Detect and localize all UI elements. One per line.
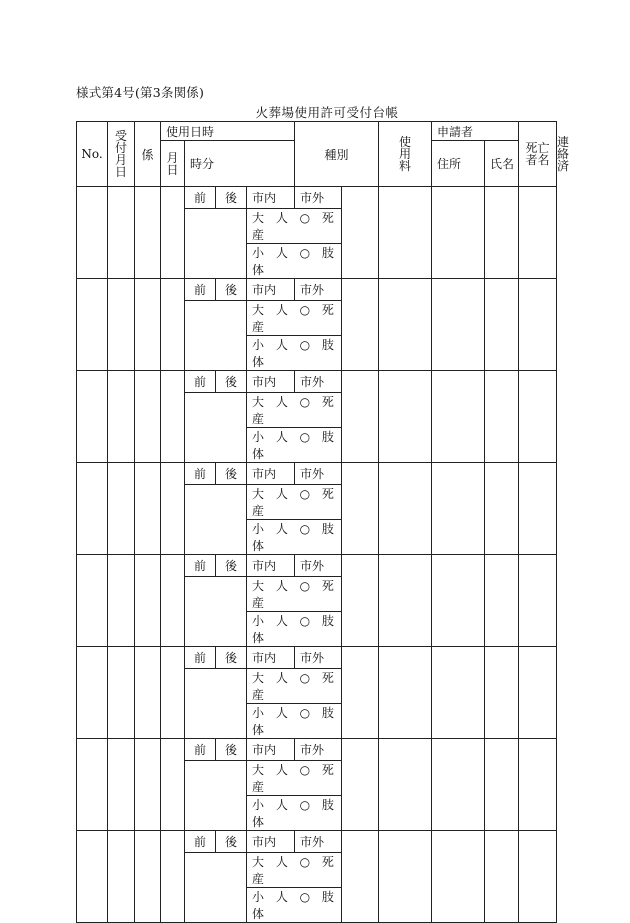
form-number: 様式第4号(第3条関係) <box>76 85 205 100</box>
cell-renrakuzumi[interactable] <box>519 279 557 371</box>
cell-jifun[interactable] <box>185 669 247 739</box>
adult-stillbirth-line[interactable]: 大 人 ○ 死 産 <box>247 301 342 336</box>
cell-shiyoryo[interactable] <box>342 831 379 923</box>
cell-tsukihi[interactable] <box>161 739 185 831</box>
document-title: 火葬場使用許可受付台帳 <box>255 105 399 120</box>
cell-shimei[interactable] <box>432 647 485 739</box>
shinai-option[interactable]: 市内 <box>247 647 295 669</box>
cell-uketsuke[interactable] <box>108 279 135 371</box>
adult-stillbirth-line[interactable]: 大 人 ○ 死 産 <box>247 393 342 428</box>
cell-tsukihi[interactable] <box>161 463 185 555</box>
shinai-option[interactable]: 市内 <box>247 187 295 209</box>
child-limb-line[interactable]: 小 人 ○ 肢 体 <box>247 428 342 463</box>
entry-block <box>77 371 557 393</box>
ato-mark[interactable]: 後 <box>216 831 247 853</box>
header-shibosha: 死亡 者名 <box>519 122 557 187</box>
ato-mark[interactable]: 後 <box>216 463 247 485</box>
cell-shiyoryo[interactable] <box>342 279 379 371</box>
ato-mark[interactable]: 後 <box>216 647 247 669</box>
cell-renrakuzumi[interactable] <box>519 371 557 463</box>
cell-uketsuke[interactable] <box>108 555 135 647</box>
adult-stillbirth-line[interactable]: 大 人 ○ 死 産 <box>247 853 342 888</box>
ledger-body <box>77 187 557 923</box>
entry-block <box>77 555 557 577</box>
cell-renrakuzumi[interactable] <box>519 647 557 739</box>
cell-jusho[interactable] <box>379 831 432 923</box>
header-shubetsu: 種別 <box>295 122 379 187</box>
cell-no[interactable] <box>77 555 108 647</box>
adult-stillbirth-line[interactable]: 大 人 ○ 死 産 <box>247 761 342 796</box>
cell-shibosha[interactable] <box>485 647 519 739</box>
cell-uketsuke[interactable] <box>108 739 135 831</box>
cell-jifun[interactable] <box>185 761 247 831</box>
entry-block <box>77 739 557 761</box>
cell-kakari[interactable] <box>135 831 161 923</box>
cell-uketsuke[interactable] <box>108 187 135 279</box>
child-limb-line[interactable]: 小 人 ○ 肢 体 <box>247 244 342 279</box>
cell-no[interactable] <box>77 371 108 463</box>
cell-shimei[interactable] <box>432 371 485 463</box>
shigai-option[interactable]: 市外 <box>295 739 342 761</box>
cell-kakari[interactable] <box>135 647 161 739</box>
mae-mark[interactable]: 前 <box>185 831 216 853</box>
header-tsukihi: 月 日 <box>161 141 185 187</box>
cell-jusho[interactable] <box>379 647 432 739</box>
cell-shiyoryo[interactable] <box>342 371 379 463</box>
cell-shimei[interactable] <box>432 463 485 555</box>
child-limb-line[interactable]: 小 人 ○ 肢 体 <box>247 520 342 555</box>
adult-stillbirth-line[interactable]: 大 人 ○ 死 産 <box>247 485 342 520</box>
header-jusho: 住所 <box>432 141 485 187</box>
ato-mark[interactable]: 後 <box>216 187 247 209</box>
cell-shibosha[interactable] <box>485 555 519 647</box>
cell-jusho[interactable] <box>379 555 432 647</box>
shigai-option[interactable]: 市外 <box>295 187 342 209</box>
entry-block <box>77 187 557 209</box>
shigai-option[interactable]: 市外 <box>295 371 342 393</box>
shigai-option[interactable]: 市外 <box>295 463 342 485</box>
cell-jusho[interactable] <box>379 279 432 371</box>
adult-stillbirth-line[interactable]: 大 人 ○ 死 産 <box>247 669 342 704</box>
cell-shimei[interactable] <box>432 739 485 831</box>
cell-uketsuke[interactable] <box>108 463 135 555</box>
ato-mark[interactable]: 後 <box>216 555 247 577</box>
cell-shimei[interactable] <box>432 279 485 371</box>
cell-no[interactable] <box>77 831 108 923</box>
entry-block <box>77 463 557 485</box>
cell-jifun[interactable] <box>185 301 247 371</box>
adult-stillbirth-line[interactable]: 大 人 ○ 死 産 <box>247 209 342 244</box>
shinai-option[interactable]: 市内 <box>247 371 295 393</box>
cell-shiyoryo[interactable] <box>342 647 379 739</box>
header-uketsuke: 受 付 月 日 <box>108 122 135 187</box>
shigai-option[interactable]: 市外 <box>295 831 342 853</box>
header-no: No. <box>77 122 108 187</box>
cell-kakari[interactable] <box>135 555 161 647</box>
entry-block <box>77 279 557 301</box>
entry-block <box>77 647 557 669</box>
entry-block <box>77 831 557 853</box>
header-shinseisha: 申請者 <box>432 122 519 141</box>
header-jifun: 時分 <box>185 141 295 187</box>
cell-shiyoryo[interactable] <box>342 555 379 647</box>
child-limb-line[interactable]: 小 人 ○ 肢 体 <box>247 336 342 371</box>
cell-jifun[interactable] <box>185 393 247 463</box>
mae-mark[interactable]: 前 <box>185 555 216 577</box>
cell-no[interactable] <box>77 187 108 279</box>
mae-mark[interactable]: 前 <box>185 463 216 485</box>
cell-renrakuzumi[interactable] <box>519 739 557 831</box>
shinai-option[interactable]: 市内 <box>247 555 295 577</box>
mae-mark[interactable]: 前 <box>185 371 216 393</box>
cell-tsukihi[interactable] <box>161 371 185 463</box>
mae-mark[interactable]: 前 <box>185 647 216 669</box>
shinai-option[interactable]: 市内 <box>247 739 295 761</box>
shinai-option[interactable]: 市内 <box>247 463 295 485</box>
cell-jifun[interactable] <box>185 577 247 647</box>
cell-kakari[interactable] <box>135 739 161 831</box>
cell-shiyoryo[interactable] <box>342 463 379 555</box>
cell-jifun[interactable] <box>185 485 247 555</box>
mae-mark[interactable]: 前 <box>185 739 216 761</box>
cell-shiyoryo[interactable] <box>342 187 379 279</box>
cell-shibosha[interactable] <box>485 279 519 371</box>
cell-jifun[interactable] <box>185 853 247 923</box>
shinai-option[interactable]: 市内 <box>247 831 295 853</box>
ato-mark[interactable]: 後 <box>216 279 247 301</box>
cell-shiyoryo[interactable] <box>342 739 379 831</box>
cell-shibosha[interactable] <box>485 371 519 463</box>
shigai-option[interactable]: 市外 <box>295 647 342 669</box>
cell-kakari[interactable] <box>135 187 161 279</box>
cell-jusho[interactable] <box>379 187 432 279</box>
child-limb-line[interactable]: 小 人 ○ 肢 体 <box>247 612 342 647</box>
cell-shibosha[interactable] <box>485 831 519 923</box>
cell-tsukihi[interactable] <box>161 647 185 739</box>
cell-uketsuke[interactable] <box>108 831 135 923</box>
mae-mark[interactable]: 前 <box>185 279 216 301</box>
child-limb-line[interactable]: 小 人 ○ 肢 体 <box>247 704 342 739</box>
cell-renrakuzumi[interactable] <box>519 463 557 555</box>
cell-tsukihi[interactable] <box>161 831 185 923</box>
cell-kakari[interactable] <box>135 279 161 371</box>
header-shiyoryo: 使 用 料 <box>379 122 432 187</box>
cell-renrakuzumi[interactable] <box>519 555 557 647</box>
cell-kakari[interactable] <box>135 371 161 463</box>
cell-jusho[interactable] <box>379 739 432 831</box>
cell-shibosha[interactable] <box>485 187 519 279</box>
mae-mark[interactable]: 前 <box>185 187 216 209</box>
cell-no[interactable] <box>77 647 108 739</box>
child-limb-line[interactable]: 小 人 ○ 肢 体 <box>247 888 342 923</box>
cell-shibosha[interactable] <box>485 739 519 831</box>
ato-mark[interactable]: 後 <box>216 371 247 393</box>
cell-renrakuzumi[interactable] <box>519 187 557 279</box>
cell-no[interactable] <box>77 463 108 555</box>
cell-jifun[interactable] <box>185 209 247 279</box>
cell-no[interactable] <box>77 739 108 831</box>
shinai-option[interactable]: 市内 <box>247 279 295 301</box>
header-kakari: 係 <box>135 122 161 187</box>
cell-jusho[interactable] <box>379 463 432 555</box>
cell-shimei[interactable] <box>432 555 485 647</box>
ato-mark[interactable]: 後 <box>216 739 247 761</box>
child-limb-line[interactable]: 小 人 ○ 肢 体 <box>247 796 342 831</box>
ledger-table <box>76 121 570 923</box>
header-shimei: 氏名 <box>485 141 519 187</box>
cell-shimei[interactable] <box>432 187 485 279</box>
cell-shibosha[interactable] <box>485 463 519 555</box>
cell-renrakuzumi[interactable] <box>519 831 557 923</box>
shigai-option[interactable]: 市外 <box>295 555 342 577</box>
cell-shimei[interactable] <box>432 831 485 923</box>
cell-uketsuke[interactable] <box>108 647 135 739</box>
cell-jusho[interactable] <box>379 371 432 463</box>
shigai-option[interactable]: 市外 <box>295 279 342 301</box>
cell-uketsuke[interactable] <box>108 371 135 463</box>
cell-tsukihi[interactable] <box>161 555 185 647</box>
cell-tsukihi[interactable] <box>161 279 185 371</box>
cell-no[interactable] <box>77 279 108 371</box>
ledger-header: No. 受 付 月 日 係 使用日時 種別 使 用 料 申請者 死亡 者名 連 絡 済 月 日 時分 住所 氏名 <box>77 122 557 187</box>
cell-tsukihi[interactable] <box>161 187 185 279</box>
adult-stillbirth-line[interactable]: 大 人 ○ 死 産 <box>247 577 342 612</box>
cell-kakari[interactable] <box>135 463 161 555</box>
header-shiyo-nichiji: 使用日時 <box>161 122 295 141</box>
